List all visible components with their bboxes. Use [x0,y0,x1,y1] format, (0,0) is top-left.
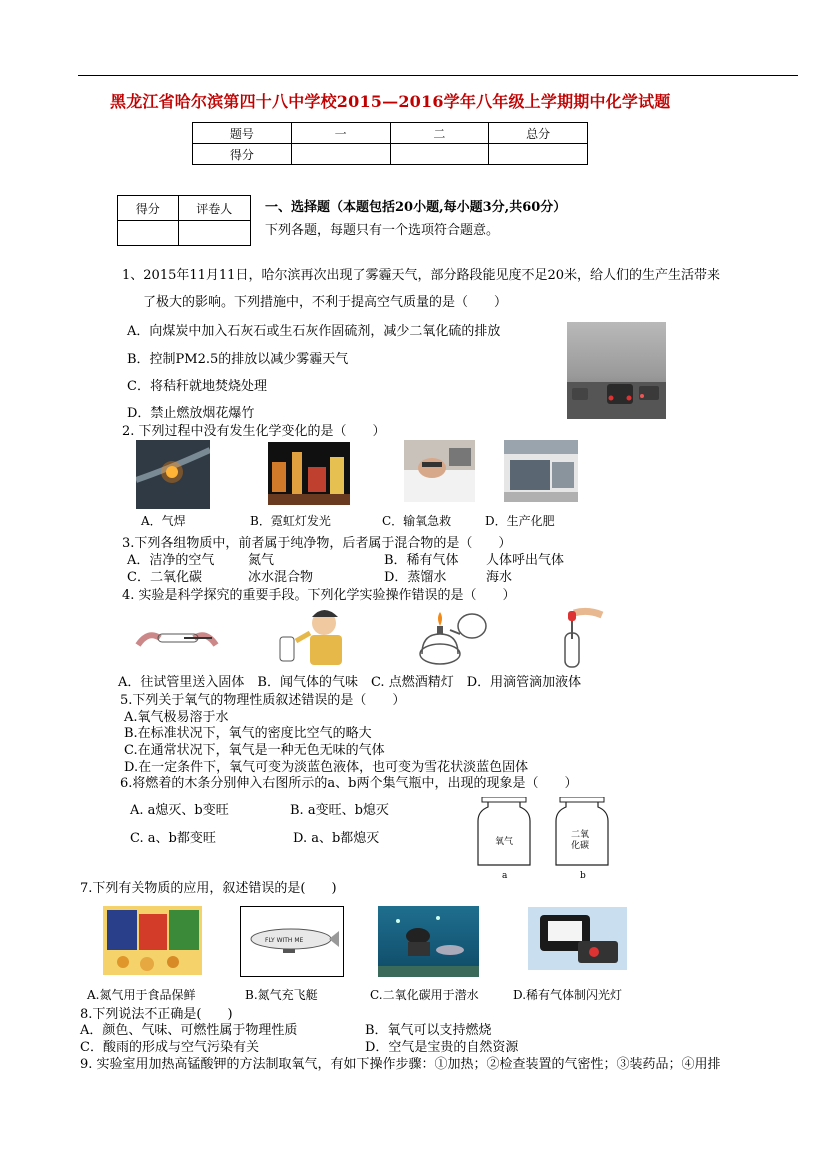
q1-option-a: A．向煤炭中加入石灰石或生石灰作固硫剂，减少二氧化硫的排放 [127,324,501,339]
q6-option-c: C. a、b都变旺 [130,831,216,846]
q1-stem-2: 了极大的影响。下列措施中，不利于提高空气质量的是（ ） [143,295,508,310]
q7-option-d: D.稀有气体制闪光灯 [513,988,623,1002]
q6-option-d: D. a、b都熄灭 [293,831,380,846]
score-input-cell[interactable] [291,144,390,165]
q7-option-b: B.氮气充飞艇 [245,988,318,1002]
q6-option-b: B. a变旺、b熄灭 [290,803,389,818]
q2-option-c: C．输氧急救 [382,514,452,528]
score-cell: 题号 [193,123,292,144]
q3-option-a2: 氮气 [248,553,275,568]
q8-option-c: C．酸雨的形成与空气污染有关 [80,1040,259,1055]
light-alcohol-lamp-illustration [410,604,490,668]
dropper-illustration [548,605,604,669]
q7-option-c: C.二氧化碳用于潜水 [370,988,479,1002]
q1-option-c: C．将秸秆就地焚烧处理 [127,379,267,394]
q4-options: A．往试管里送入固体 B．闻气体的气味 C. 点燃酒精灯 D．用滴管滴加液体 [118,675,582,690]
q1-option-d: D．禁止燃放烟花爆竹 [127,406,255,421]
grader-table [117,195,251,246]
q3-option-d2: 海水 [486,570,513,585]
q8-stem: 8.下列说法不正确是( ) [80,1007,233,1022]
q3-option-c1: C．二氧化碳 [127,570,202,585]
q8-option-d: D．空气是宝贵的自然资源 [365,1040,519,1055]
neon-lights-photo [268,442,350,505]
q2-option-a: A．气焊 [141,514,186,528]
q5-option-c: C.在通常状况下，氧气是一种无色无味的气体 [124,743,385,758]
q8-option-b: B．氧气可以支持燃烧 [365,1023,492,1038]
grader-cell: 评卷人 [178,196,250,221]
q8-option-a: A．颜色、气味、可燃性属于物理性质 [80,1023,298,1038]
q7-option-a: A.氮气用于食品保鲜 [87,988,196,1002]
section-heading: 一、选择题（本题包括20小题,每小题3分,共60分） [265,200,567,215]
score-input-cell[interactable] [489,144,588,165]
q3-stem: 3.下列各组物质中，前者属于纯净物，后者属于混合物的是（ ） [122,536,512,551]
bottle-a-letter: a [502,871,508,881]
q2-option-d: D．生产化肥 [485,514,555,528]
q5-option-b: B.在标准状况下，氧气的密度比空气的略大 [124,726,372,741]
grader-cell: 得分 [118,196,179,221]
q3-option-b1: B．稀有气体 [384,553,459,568]
q1-option-b: B．控制PM2.5的排放以减少雾霾天气 [127,352,349,367]
grader-input-cell[interactable] [118,221,179,246]
q3-option-a1: A．洁净的空气 [127,553,215,568]
airship-photo [240,906,344,977]
score-cell: 二 [390,123,489,144]
q1-stem-1: 1、2015年11月11日，哈尔滨再次出现了雾霾天气，部分路段能见度不足20米，给人们的生产生活带来 [122,268,720,283]
food-package-photo [103,906,202,975]
top-rule [78,75,798,76]
q5-stem: 5.下列关于氧气的物理性质叙述错误的是（ ） [120,693,406,708]
diving-photo [378,906,479,977]
smog-traffic-photo [567,322,666,419]
score-cell: 一 [291,123,390,144]
flash-lamp-photo [528,907,627,970]
section-instruction: 下列各题，每题只有一个选项符合题意。 [265,223,500,238]
q3-option-d1: D．蒸馏水 [384,570,447,585]
blimp-text: FLY WITH ME [265,937,304,944]
oxygen-therapy-photo [404,440,475,502]
welding-photo [136,440,210,509]
solid-into-tube-illustration [128,610,226,665]
q9-stem: 9. 实验室用加热高锰酸钾的方法制取氧气，有如下操作步骤：①加热；②检查装置的气密性；③装药品；④用排 [80,1057,721,1072]
bottle-b-label-1: 二氧 [571,830,590,840]
q4-stem: 4. 实验是科学探究的重要手段。下列化学实验操作错误的是（ ） [122,588,516,603]
q2-option-b: B．霓虹灯发光 [250,514,331,528]
q3-option-c2: 冰水混合物 [248,570,314,585]
q2-stem: 2. 下列过程中没有发生化学变化的是（ ） [122,424,386,439]
q7-stem: 7.下列有关物质的应用，叙述错误的是( ) [80,881,337,896]
bottle-b-letter: b [580,871,586,881]
bottle-a-label: 氧气 [495,837,514,847]
score-input-cell[interactable] [390,144,489,165]
score-table [192,122,588,165]
q5-option-d: D.在一定条件下，氧气可变为淡蓝色液体，也可变为雪花状淡蓝色固体 [124,760,529,775]
q6-stem: 6.将燃着的木条分别伸入右图所示的a、b两个集气瓶中，出现的现象是（ ） [120,776,578,791]
score-cell: 总分 [489,123,588,144]
grader-input-cell[interactable] [178,221,250,246]
smell-gas-illustration [262,603,356,669]
page-title: 黑龙江省哈尔滨第四十八中学校2015—2016学年八年级上学期期中化学试题 [110,92,671,111]
bottle-b-label-2: 化碳 [571,841,590,851]
score-cell: 得分 [193,144,292,165]
fertilizer-factory-photo [504,440,578,502]
q3-option-b2: 人体呼出气体 [486,553,565,568]
q5-option-a: A.氧气极易溶于水 [124,710,229,725]
q6-option-a: A. a熄灭、b变旺 [130,803,229,818]
